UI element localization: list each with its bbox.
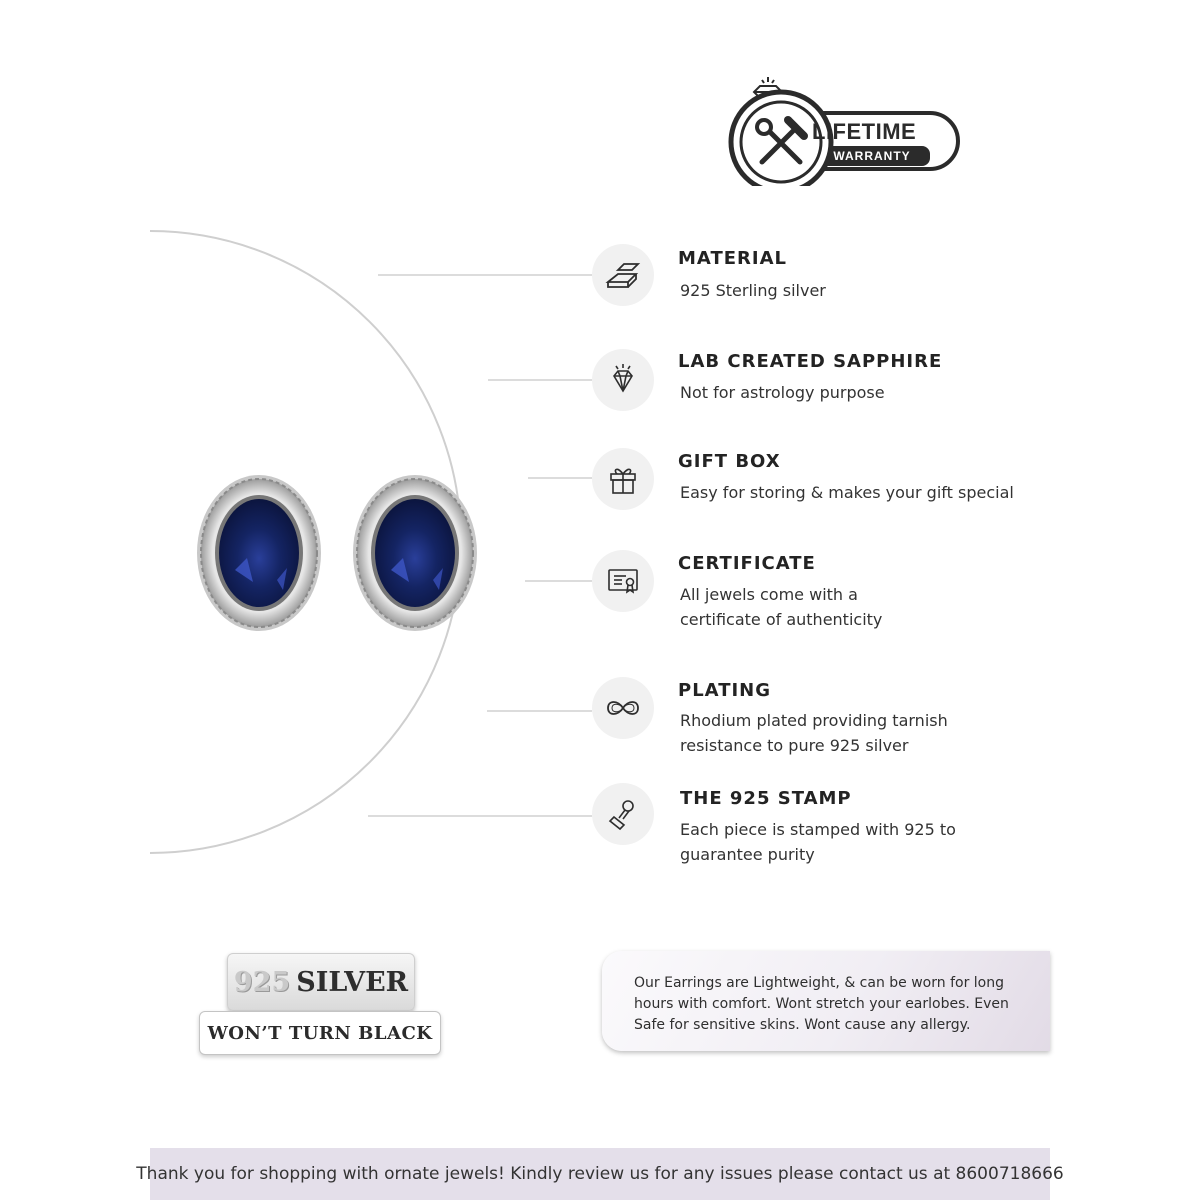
feature-title-certificate: CERTIFICATE — [678, 553, 816, 574]
gift-box-icon — [592, 448, 654, 510]
feature-title-gift-box: GIFT BOX — [678, 451, 781, 472]
feature-desc-certificate-1: All jewels come with a — [680, 585, 858, 604]
footer-text: Thank you for shopping with ornate jewels! Kindly review us for any issues please contact us at 8600718666 — [136, 1164, 1064, 1184]
feature-desc-certificate-2: certificate of authenticity — [680, 610, 883, 629]
feature-desc-stamp-2: guarantee purity — [680, 845, 815, 864]
info-box — [602, 951, 1050, 1051]
feature-title-plating: PLATING — [678, 680, 772, 701]
certificate-icon — [592, 550, 654, 612]
diamond-icon — [592, 349, 654, 411]
feature-title-sapphire: LAB CREATED SAPPHIRE — [678, 351, 943, 372]
footer-banner — [136, 1148, 1064, 1200]
silver-bars-icon — [592, 244, 654, 306]
lifetime-warranty-badge — [726, 74, 962, 186]
feature-desc-plating-1: Rhodium plated providing tarnish — [680, 711, 948, 730]
silver-badge — [227, 953, 415, 1011]
earrings-image — [195, 470, 535, 640]
warranty-subtitle: WARRANTY — [833, 149, 911, 163]
silver-word: SILVER — [296, 966, 409, 998]
info-text: Our Earrings are Lightweight, & can be worn for long hours with comfort. Wont stretch your earlobes. Even Safe for sensitive skins. Wont cause any allergy. — [634, 975, 1009, 1033]
feature-desc-material: 925 Sterling silver — [680, 281, 826, 300]
feature-desc-plating-2: resistance to pure 925 silver — [680, 736, 909, 755]
warranty-title: LIFETIME — [812, 119, 917, 144]
feature-desc-stamp-1: Each piece is stamped with 925 to — [680, 820, 956, 839]
right-earring — [353, 475, 477, 631]
feature-title-stamp: THE 925 STAMP — [680, 788, 852, 809]
left-earring — [197, 475, 321, 631]
feature-desc-gift-box: Easy for storing & makes your gift special — [680, 483, 1014, 502]
wont-turn-black-badge: WON’T TURN BLACK — [199, 1011, 441, 1055]
silver-number: 925 — [233, 966, 291, 998]
infinity-icon — [592, 677, 654, 739]
feature-title-material: MATERIAL — [678, 248, 787, 269]
feature-desc-sapphire: Not for astrology purpose — [680, 383, 885, 402]
stamp-icon — [592, 783, 654, 845]
